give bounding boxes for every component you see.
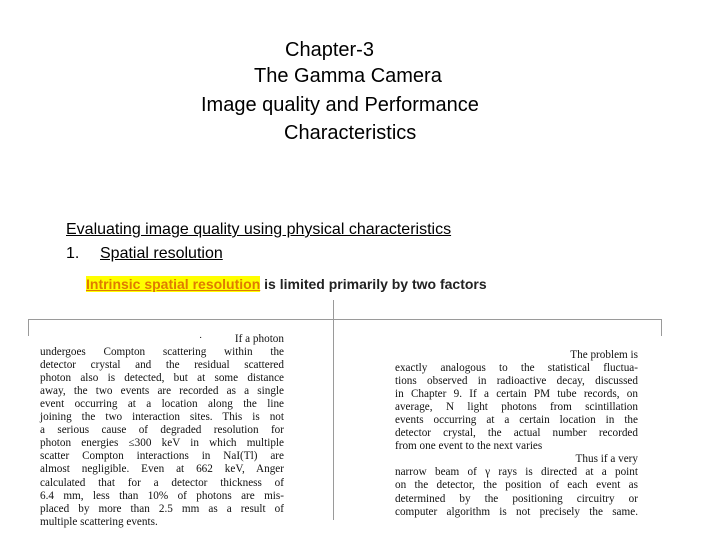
stray-mark: · [199, 332, 203, 343]
excerpt-line: If a photon [234, 333, 284, 345]
excerpt-frame-right [661, 319, 662, 336]
excerpt-line: event occurring at a location along the line [40, 398, 284, 411]
intrinsic-rest: is limited primarily by two factors [260, 276, 487, 292]
excerpt-line: multiple scattering events. [40, 515, 158, 528]
excerpt-line: The problem is [570, 349, 638, 361]
excerpt-line: calculated that for a detector thickness of [40, 476, 284, 489]
excerpt-line: determined by the positioning circuitry or [395, 492, 638, 505]
excerpt-line: exactly analogous to the statistical fluctua- [395, 362, 638, 375]
chapter-title: Chapter-3 [285, 39, 374, 61]
excerpt-line: narrow beam of γ rays is directed at a point [395, 466, 638, 479]
excerpt-line: on the detector, the position of each event as [395, 479, 638, 492]
excerpt-line: from one event to the next varies [395, 440, 543, 453]
excerpt-frame-left [28, 319, 29, 336]
excerpt-line: tions observed in radioactive decay, discussed [395, 375, 638, 388]
excerpt-line: average, N light photons from scintillation [395, 401, 638, 414]
intrinsic-resolution-line [86, 276, 487, 292]
excerpt-line: Thus if a very [575, 453, 638, 466]
excerpt-line: undergoes Compton scattering within the [40, 346, 284, 359]
excerpt-frame-top [28, 319, 661, 320]
excerpt-line: away, the two events are recorded as a single [40, 385, 284, 398]
excerpt-line: detector crystal, the actual number recorded [395, 427, 638, 440]
excerpt-line: in Chapter 9. If a certain PM tube records, on [395, 388, 638, 401]
excerpt-right-column [395, 349, 638, 519]
intrinsic-highlight: Intrinsic spatial resolution [86, 276, 261, 292]
excerpt-line: photon also is detected, but at some distance [40, 372, 284, 385]
excerpt-line: photon energies ≤300 keV in which multiple [40, 437, 284, 450]
excerpt-line: 6.4 mm, less than 10% of photons are mis- [40, 489, 284, 502]
topic-title-line-1: Image quality and Performance [201, 94, 479, 116]
excerpt-column-divider [333, 300, 334, 520]
list-item-label: Spatial resolution [100, 245, 223, 262]
evaluating-heading: Evaluating image quality using physical characteristics [66, 221, 452, 238]
excerpt-line: computer algorithm is not precisely the same. [395, 505, 638, 518]
excerpt-line: almost negligible. Even at 662 keV, Anger [40, 463, 284, 476]
excerpt-line: scatter Compton interactions in NaI(Tl) are [40, 450, 284, 463]
list-item-number: 1. [66, 245, 80, 262]
excerpt-line: detector crystal and the residual scattered [40, 359, 284, 372]
excerpt-left-column [40, 333, 284, 529]
topic-title-line-2: Characteristics [284, 122, 417, 144]
excerpt-line: joining the two interaction sites. This is not [40, 411, 284, 424]
excerpt-line: placed by more than 2.5 mm as a result of [40, 502, 284, 515]
excerpt-line: a serious cause of degraded resolution for [40, 424, 284, 437]
chapter-subtitle: The Gamma Camera [254, 65, 442, 87]
excerpt-line: events occurring at a certain location in the [395, 414, 638, 427]
list-item-spatial-resolution [66, 245, 223, 263]
